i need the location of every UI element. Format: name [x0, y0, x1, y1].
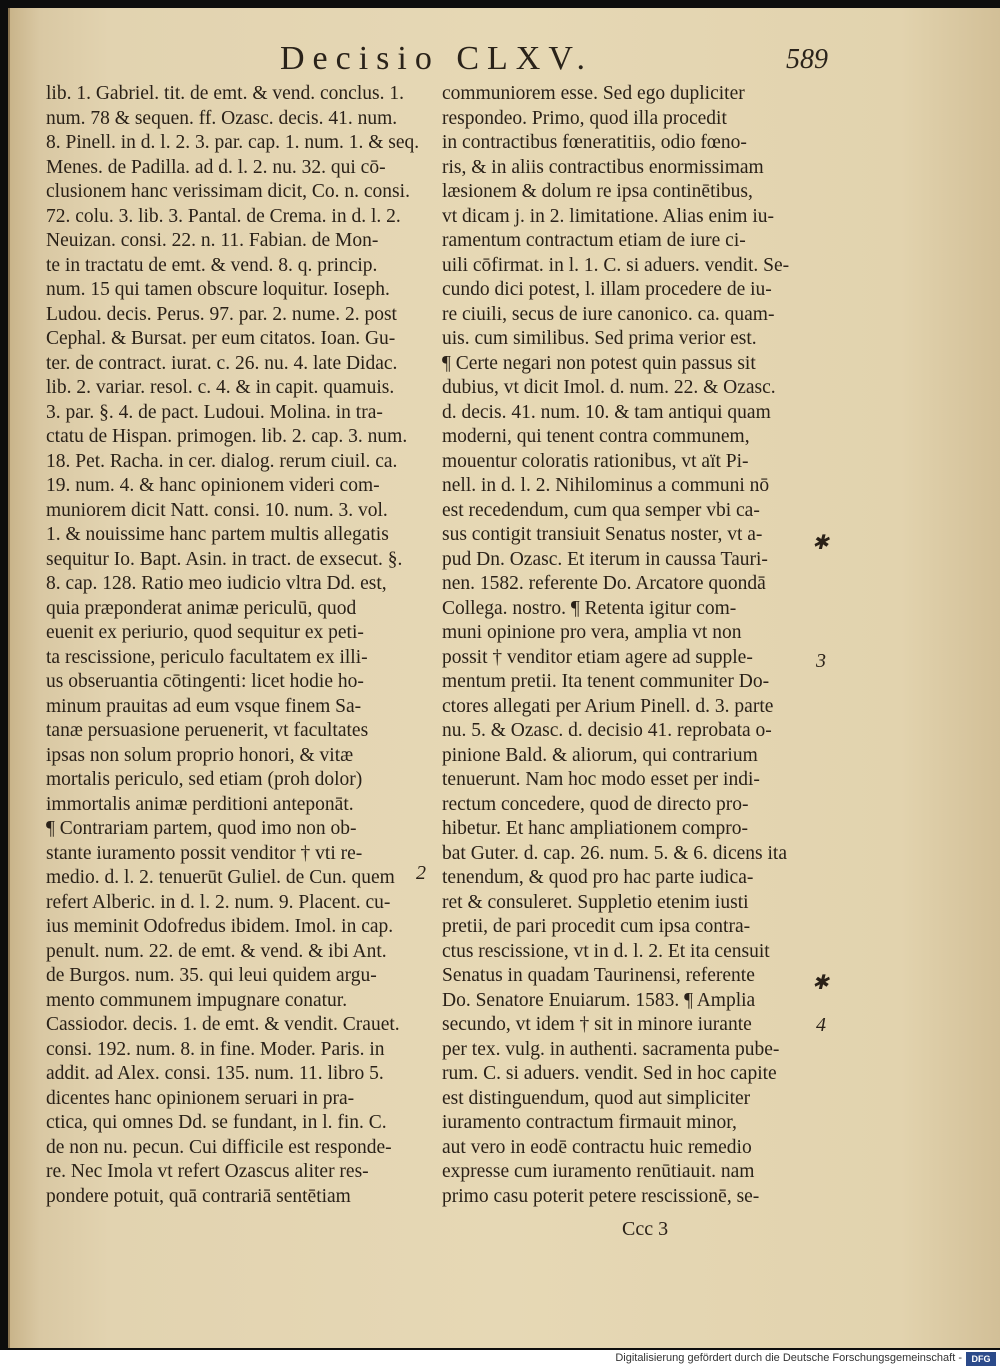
- text-line: de Burgos. num. 35. qui leui quidem argu-: [46, 965, 377, 986]
- text-line: pondere potuit, quā contrariā sentētiam: [46, 1185, 351, 1207]
- text-line: re. Nec Imola vt refert Ozascus aliter res-: [46, 1161, 369, 1182]
- text-line: Cassiodor. decis. 1. de emt. & vendit. Crauet.: [46, 1014, 400, 1035]
- text-line: ius meminit Odofredus ibidem. Imol. in cap.: [46, 916, 394, 937]
- text-line: 18. Pet. Racha. in cer. dialog. rerum ciuil. ca.: [46, 450, 398, 472]
- text-line: cundo dici potest, l. illam procedere de iu-: [442, 279, 772, 300]
- text-line: communiorem esse. Sed ego dupliciter: [442, 83, 745, 104]
- text-line: secundo, vt idem † sit in minore iurante: [442, 1014, 752, 1035]
- text-line: num. 78 & sequen. ff. Ozasc. decis. 41. num.: [46, 107, 398, 129]
- text-line: Cephal. & Bursat. per eum citatos. Ioan. Gu-: [46, 328, 396, 349]
- text-line: tenendum, & quod pro hac parte iudica-: [442, 867, 754, 888]
- text-line: rectum concedere, quod de directo pro-: [442, 793, 749, 815]
- text-line: ret & consuleret. Suppletio etenim iusti: [442, 891, 749, 913]
- running-title: Decisio CLXV.: [280, 40, 594, 77]
- text-line: 1. & nouissime hanc partem multis allegatis: [46, 524, 389, 545]
- text-line: ris, & in aliis contractibus enormissimam: [442, 156, 764, 178]
- text-line: muni opinione pro vera, amplia vt non: [442, 622, 742, 643]
- text-line: d. decis. 41. num. 10. & tam antiqui quam: [442, 401, 771, 423]
- text-line: ctores allegati per Arium Pinell. d. 3. parte: [442, 695, 774, 717]
- text-line: medio. d. l. 2. tenuerūt Guliel. de Cun. quem: [46, 867, 395, 888]
- text-line: Senatus in quadam Taurinensi, referente: [442, 965, 755, 986]
- text-line: immortalis animæ perditioni anteponāt.: [46, 793, 354, 815]
- text-line: Collega. nostro. ¶ Retenta igitur com-: [442, 597, 737, 619]
- text-line: mentum pretii. Ita tenent communiter Do-: [442, 671, 770, 692]
- text-line: est distinguendum, quod aut simpliciter: [442, 1087, 751, 1109]
- text-line: Neuizan. consi. 22. n. 11. Fabian. de Mon-: [46, 230, 379, 251]
- text-line: ctus rescissione, vt in d. l. 2. Et ita censuit: [442, 940, 770, 962]
- text-line: mento communem impugnare conatur.: [46, 989, 348, 1011]
- footer-credit: Digitalisierung gefördert durch die Deutsche Forschungsgemeinschaft -: [615, 1352, 962, 1364]
- text-line: Do. Senatore Enuiarum. 1583. ¶ Amplia: [442, 989, 756, 1011]
- text-line: 8. Pinell. in d. l. 2. 3. par. cap. 1. num. 1. & seq.: [46, 132, 420, 153]
- text-line: ctica, qui omnes Dd. se fundant, in l. fin. C.: [46, 1112, 387, 1133]
- text-line: clusionem hanc verissimam dicit, Co. n. consi.: [46, 181, 410, 202]
- text-line: pinione Bald. & aliorum, qui contrarium: [442, 744, 758, 766]
- text-line: ¶ Certe negari non potest quin passus sit: [442, 352, 756, 374]
- margin-note-4: 4: [816, 1014, 826, 1036]
- text-line: moderni, qui tenent contra communem,: [442, 426, 750, 447]
- text-line: 19. num. 4. & hanc opinionem videri com-: [46, 475, 380, 496]
- text-line: læsionem & dolum re ipsa continētibus,: [442, 181, 753, 202]
- signature-mark: Ccc 3: [622, 1218, 669, 1240]
- text-line: pretii, de pari procedit cum ipsa contra-: [442, 916, 751, 937]
- text-line: te in tractatu de emt. & vend. 8. q. princip.: [46, 254, 378, 276]
- folio-number: 589: [786, 44, 828, 75]
- text-line: re ciuili, secus de iure canonico. ca. quam-: [442, 303, 775, 325]
- text-line: in contractibus fœneratitiis, odio fœno-: [442, 132, 747, 153]
- dfg-logo: DFG: [966, 1352, 996, 1366]
- text-line: penult. num. 22. de emt. & vend. & ibi Ant.: [46, 940, 387, 962]
- text-line: ter. de contract. iurat. c. 26. nu. 4. late Didac.: [46, 352, 398, 374]
- text-line: de non nu. pecun. Cui difficile est responde-: [46, 1136, 392, 1158]
- margin-note-2: 2: [416, 862, 426, 884]
- text-line: est recedendum, cum qua semper vbi ca-: [442, 499, 760, 521]
- text-line: addit. ad Alex. consi. 135. num. 11. libro 5.: [46, 1063, 384, 1084]
- text-line: expresse cum iuramento renūtiauit. nam: [442, 1161, 755, 1182]
- text-line: aut vero in eodē contractu huic remedio: [442, 1136, 752, 1158]
- text-line: stante iuramento possit venditor † vti re-: [46, 842, 363, 864]
- text-line: euenit ex periurio, quod sequitur ex peti-: [46, 622, 364, 643]
- text-line: hibetur. Et hanc ampliationem compro-: [442, 818, 748, 839]
- text-line: pud Dn. Ozasc. Et iterum in caussa Tauri-: [442, 548, 768, 570]
- margin-star-2: ✱: [812, 972, 829, 994]
- text-line: num. 15 qui tamen obscure loquitur. Ioseph.: [46, 279, 390, 300]
- text-line: ramentum contractum etiam de iure ci-: [442, 230, 746, 251]
- text-line: dubius, vt dicit Imol. d. num. 22. & Ozasc.: [442, 377, 776, 398]
- right-column: [442, 82, 817, 1209]
- text-line: bat Guter. d. cap. 26. num. 5. & 6. dicens ita: [442, 842, 787, 864]
- text-line: rum. C. si aduers. vendit. Sed in hoc capite: [442, 1063, 777, 1084]
- text-line: Menes. de Padilla. ad d. l. 2. nu. 32. qui cō-: [46, 156, 386, 178]
- text-line: primo casu poterit petere rescissionē, se-: [442, 1185, 760, 1207]
- text-line: quia præponderat animæ periculū, quod: [46, 597, 357, 619]
- text-line: uis. cum similibus. Sed prima verior est.: [442, 328, 757, 349]
- text-line: nell. in d. l. 2. Nihilominus a communi nō: [442, 475, 770, 496]
- margin-note-3: 3: [816, 650, 826, 672]
- text-line: sequitur Io. Bapt. Asin. in tract. de exsecut. §.: [46, 548, 403, 570]
- text-line: lib. 1. Gabriel. tit. de emt. & vend. conclus. 1.: [46, 83, 404, 104]
- left-column: [46, 82, 421, 1209]
- text-line: respondeo. Primo, quod illa procedit: [442, 107, 727, 129]
- text-line: mortalis periculo, sed etiam (proh dolor): [46, 769, 363, 790]
- text-line: muniorem dicit Natt. consi. 10. num. 3. vol.: [46, 499, 388, 521]
- text-line: lib. 2. variar. resol. c. 4. & in capit. quamuis.: [46, 377, 395, 398]
- text-line: nu. 5. & Ozasc. d. decisio 41. reprobata o-: [442, 720, 772, 741]
- text-line: ta rescissione, periculo facultatem ex illi-: [46, 646, 368, 668]
- text-line: iuramento contractum firmauit minor,: [442, 1112, 737, 1133]
- text-line: dicentes hanc opinionem seruari in pra-: [46, 1087, 355, 1109]
- text-line: nen. 1582. referente Do. Arcatore quondā: [442, 573, 766, 594]
- text-line: mouentur coloratis rationibus, vt aït Pi-: [442, 450, 749, 472]
- text-line: refert Alberic. in d. l. 2. num. 9. Placent. cu-: [46, 891, 391, 913]
- text-line: ipsas non solum proprio honori, & vitæ: [46, 744, 354, 766]
- text-line: minum prauitas ad eum vsque finem Sa-: [46, 695, 362, 717]
- text-line: tanæ persuasione peruenerit, vt facultates: [46, 720, 369, 741]
- text-line: 3. par. §. 4. de pact. Ludoui. Molina. in tra-: [46, 401, 383, 423]
- text-line: us obseruantia cōtingenti: licet hodie ho-: [46, 671, 364, 692]
- text-line: possit † venditor etiam agere ad supple-: [442, 646, 753, 668]
- text-line: ctatu de Hispan. primogen. lib. 2. cap. 3. num.: [46, 426, 408, 447]
- text-line: tenuerunt. Nam hoc modo esset per indi-: [442, 769, 760, 790]
- text-line: vt dicam j. in 2. limitatione. Alias enim iu-: [442, 205, 774, 227]
- text-line: ¶ Contrariam partem, quod imo non ob-: [46, 818, 357, 839]
- text-line: uili cōfirmat. in l. 1. C. si aduers. vendit. Se-: [442, 254, 790, 276]
- text-line: 72. colu. 3. lib. 3. Pantal. de Crema. in d. l. 2.: [46, 205, 401, 227]
- text-line: sus contigit transiuit Senatus noster, vt a-: [442, 524, 763, 545]
- text-line: Ludou. decis. Perus. 97. par. 2. nume. 2. post: [46, 303, 397, 325]
- margin-star-1: ✱: [812, 532, 829, 554]
- text-line: 8. cap. 128. Ratio meo iudicio vltra Dd. est,: [46, 573, 387, 594]
- text-line: per tex. vulg. in authenti. sacramenta pube-: [442, 1038, 780, 1060]
- text-line: consi. 192. num. 8. in fine. Moder. Paris. in: [46, 1038, 385, 1060]
